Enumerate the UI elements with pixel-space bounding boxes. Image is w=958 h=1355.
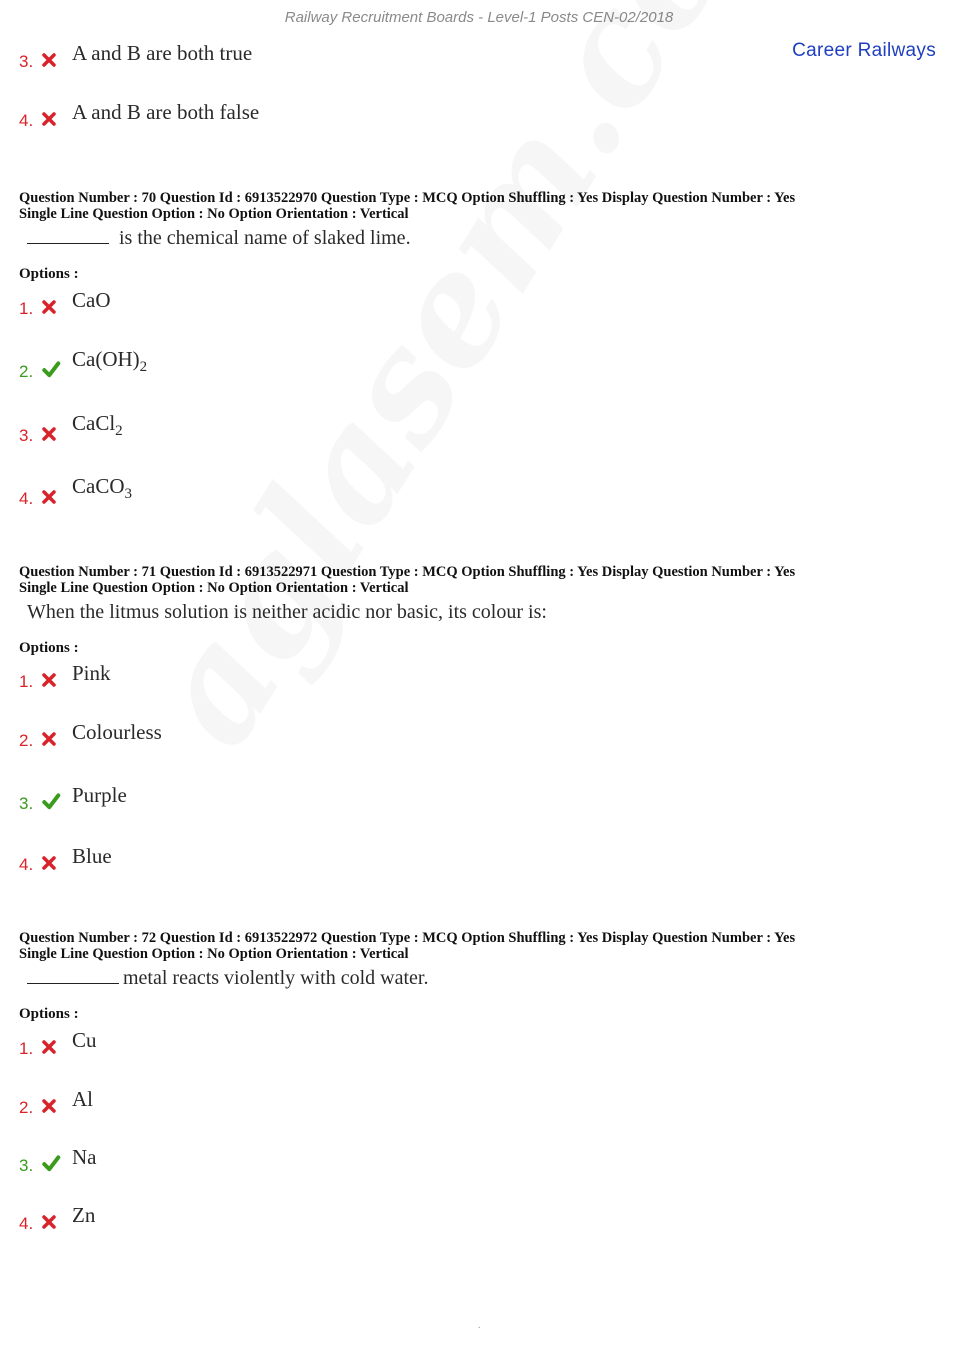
option-text: $Ca(OH)_2$: [72, 347, 148, 375]
option-item: [19, 843, 519, 877]
answer-blank: [27, 242, 109, 244]
option-item: [19, 411, 519, 448]
option-number: 3.: [19, 426, 34, 445]
option-number: 2.: [19, 731, 34, 750]
cross-icon: [41, 426, 57, 442]
cross-icon: [41, 1214, 57, 1230]
footer-dot: .: [478, 1320, 481, 1331]
option-number: 3.: [19, 794, 34, 813]
option-number: 1.: [19, 1039, 34, 1058]
question-meta-line2: Single Line Question Option : No Option Orientation : Vertical: [19, 946, 409, 962]
question-block-70: [19, 190, 919, 283]
option-text: Pink: [72, 661, 111, 685]
option-text: Blue: [72, 844, 112, 868]
question-text: [27, 967, 919, 990]
check-icon: [41, 1154, 61, 1172]
option-text: Cu: [72, 1028, 97, 1052]
question-meta-line2: Single Line Question Option : No Option Orientation : Vertical: [19, 206, 409, 222]
option-number: 4.: [19, 111, 34, 130]
option-item: [19, 1202, 519, 1236]
option-item: [19, 347, 519, 384]
option-text: Colourless: [72, 720, 162, 744]
option-text: CaCO$_3$: [72, 474, 132, 502]
option-item: [19, 40, 519, 74]
cross-icon: [41, 52, 57, 68]
question-meta: Question Number : 70 Question Id : 6913522970 Question Type : MCQ Option Shuffling : Yes Display Question Number : Yes: [19, 190, 796, 206]
cross-icon: [41, 1098, 57, 1114]
question-text-content: is the chemical name of slaked lime.: [119, 227, 411, 249]
option-item: [19, 99, 519, 133]
option-text: CaO: [72, 288, 111, 312]
cross-icon: [41, 1039, 57, 1055]
question-meta-line2: Single Line Question Option : No Option Orientation : Vertical: [19, 580, 409, 596]
answer-blank: [27, 982, 119, 984]
option-text: CaCl$_2$: [72, 411, 123, 439]
question-text: When the litmus solution is neither acidic nor basic, its colour is:: [27, 601, 547, 623]
option-number: 3.: [19, 1156, 34, 1175]
option-text: Al: [72, 1087, 93, 1111]
question-text: [27, 227, 919, 250]
cross-icon: [41, 299, 57, 315]
question-block-72: [19, 930, 919, 1023]
option-number: 1.: [19, 672, 34, 691]
brand-label: Career Railways: [792, 40, 936, 61]
check-icon: [41, 792, 61, 810]
option-number: 2.: [19, 362, 34, 381]
question-block-71: [19, 564, 919, 657]
page-header-title: Railway Recruitment Boards - Level-1 Posts CEN-02/2018: [284, 9, 674, 26]
option-number: 2.: [19, 1098, 34, 1117]
options-label: Options :: [19, 1006, 79, 1022]
question-meta: Question Number : 72 Question Id : 6913522972 Question Type : MCQ Option Shuffling : Yes Display Question Number : Yes: [19, 930, 796, 946]
option-item: [19, 1086, 519, 1120]
options-label: Options :: [19, 266, 79, 282]
option-item: [19, 474, 519, 511]
option-item: [19, 1144, 519, 1178]
option-item: [19, 1027, 519, 1061]
question-meta: Question Number : 71 Question Id : 6913522971 Question Type : MCQ Option Shuffling : Yes Display Question Number : Yes: [19, 564, 796, 580]
option-number: 4.: [19, 855, 34, 874]
option-item: [19, 287, 519, 321]
cross-icon: [41, 489, 57, 505]
option-number: 4.: [19, 489, 34, 508]
option-item: [19, 660, 519, 694]
option-item: [19, 782, 519, 816]
option-item: [19, 719, 519, 753]
cross-icon: [41, 672, 57, 688]
option-number: 4.: [19, 1214, 34, 1233]
cross-icon: [41, 111, 57, 127]
question-text-content: metal reacts violently with cold water.: [123, 967, 429, 989]
cross-icon: [41, 731, 57, 747]
cross-icon: [41, 855, 57, 871]
option-text: Purple: [72, 783, 127, 807]
option-text: Zn: [72, 1203, 96, 1227]
option-number: 3.: [19, 52, 34, 71]
option-text: A and B are both true: [72, 41, 253, 65]
options-label: Options :: [19, 640, 79, 656]
option-number: 1.: [19, 299, 34, 318]
check-icon: [41, 360, 61, 378]
option-text: Na: [72, 1145, 97, 1169]
option-text: A and B are both false: [72, 100, 260, 124]
